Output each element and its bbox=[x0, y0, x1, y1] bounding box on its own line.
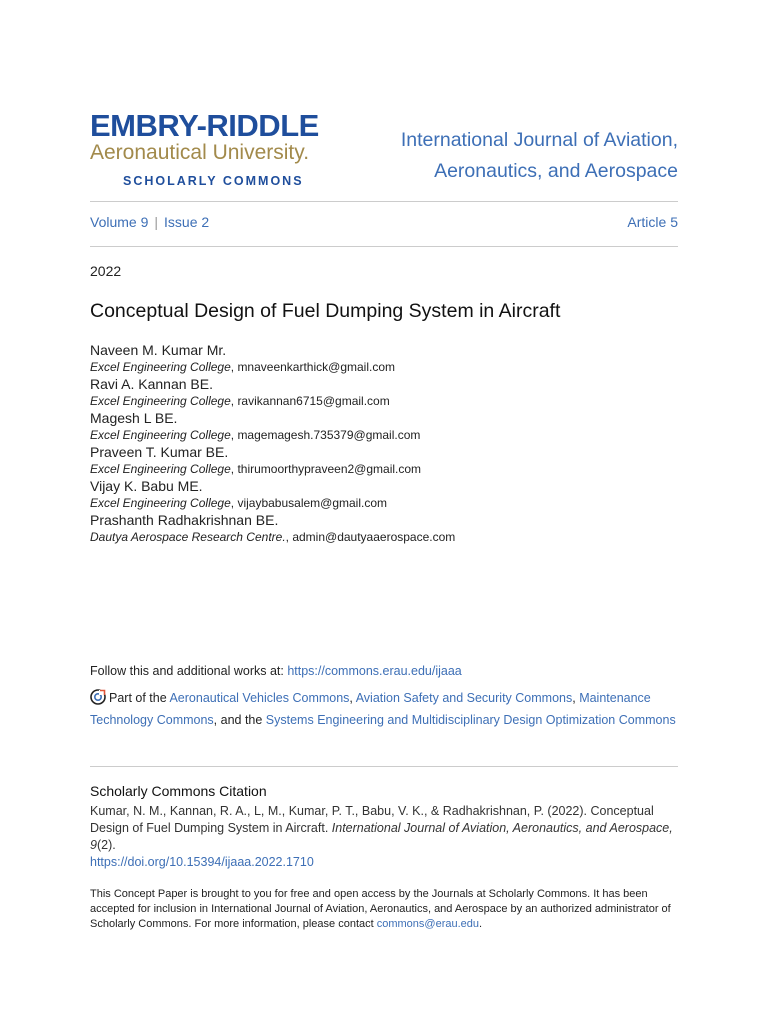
author-institution: Excel Engineering College bbox=[90, 496, 231, 510]
issue-link[interactable]: Issue 2 bbox=[164, 214, 210, 230]
part-of-and-the: , and the bbox=[213, 712, 266, 727]
follow-line bbox=[90, 664, 462, 678]
author-entry bbox=[90, 478, 678, 512]
author-affiliation: Excel Engineering College, magemagesh.735379@gmail.com bbox=[90, 428, 421, 442]
author-affiliation: Excel Engineering College, thirumoorthypraveen2@gmail.com bbox=[90, 462, 422, 476]
divider bbox=[90, 766, 678, 767]
author-affiliation: Dautya Aerospace Research Centre., admin@dautyaaerospace.com bbox=[90, 530, 456, 544]
publication-year: 2022 bbox=[90, 263, 122, 279]
follow-text: Follow this and additional works at: bbox=[90, 664, 288, 678]
systems-engineering-commons-link[interactable]: Systems Engineering and Multidisciplinary Design Optimization Commons bbox=[265, 712, 676, 727]
maintenance-technology-commons-link[interactable]: Maintenance Technology Commons bbox=[90, 691, 651, 727]
author-entry bbox=[90, 512, 678, 546]
article-link[interactable]: Article 5 bbox=[627, 214, 678, 230]
follow-link[interactable]: https://commons.erau.edu/ijaaa bbox=[287, 664, 462, 678]
citation-issue: (2). bbox=[96, 838, 116, 852]
author-institution: Dautya Aerospace Research Centre. bbox=[90, 530, 286, 544]
author-email: mnaveenkarthick@gmail.com bbox=[237, 360, 396, 374]
journal-title-line2: Aeronautics, and Aerospace bbox=[434, 160, 678, 182]
author-entry bbox=[90, 342, 678, 376]
citation-heading: Scholarly Commons Citation bbox=[90, 783, 267, 799]
creative-commons-icon bbox=[90, 689, 106, 705]
doi-link[interactable]: https://doi.org/10.15394/ijaaa.2022.1710 bbox=[90, 855, 314, 869]
access-statement bbox=[90, 887, 678, 932]
citation-plain: Kumar, N. M., Kannan, R. A., L, M., Kumar, P. T., Babu, V. K., & Radhakrishnan, P. (2022). Conceptual Design of Fuel Dumping System in Aircraft. bbox=[90, 804, 654, 835]
author-institution: Excel Engineering College bbox=[90, 428, 231, 442]
author-email: magemagesh.735379@gmail.com bbox=[237, 428, 421, 442]
issue-row bbox=[90, 214, 678, 230]
author-email: admin@dautyaaerospace.com bbox=[292, 530, 456, 544]
author-affiliation: Excel Engineering College, ravikannan6715@gmail.com bbox=[90, 394, 390, 408]
embry-riddle-logo[interactable] bbox=[90, 108, 365, 188]
header bbox=[90, 108, 678, 192]
author-institution: Excel Engineering College bbox=[90, 394, 231, 408]
logo-subtitle: Aeronautical University. bbox=[90, 141, 310, 164]
logo-wordmark: EMBRY-RIDDLE bbox=[90, 108, 319, 143]
citation-journal: International Journal of Aviation, Aeronautics, and Aerospace, 9 bbox=[90, 821, 673, 852]
author-name: Vijay K. Babu ME. bbox=[90, 478, 203, 494]
access-statement-text: This Concept Paper is brought to you for free and open access by the Journals at Scholarly Commons. It has been accepted for inclusion in International Journal of Aviation, Aeronautics, and Aerospace by an authorized administrator of Scholarly Commons. For more information, please contact bbox=[90, 888, 671, 930]
disciplines-section: Part of the Aeronautical Vehicles Commons, Aviation Safety and Security Commons, Maintenance Technology Commons, and the Systems Engineering and Multidisciplinary Design Optimization Commons bbox=[90, 691, 676, 727]
part-of-prefix: Part of the bbox=[109, 691, 170, 705]
author-entry bbox=[90, 444, 678, 478]
author-institution: Excel Engineering College bbox=[90, 360, 231, 374]
journal-title-link[interactable] bbox=[358, 125, 678, 187]
author-affiliation: Excel Engineering College, vijaybabusalem@gmail.com bbox=[90, 496, 388, 510]
author-name: Prashanth Radhakrishnan BE. bbox=[90, 512, 279, 528]
author-email: ravikannan6715@gmail.com bbox=[237, 394, 390, 408]
author-name: Magesh L BE. bbox=[90, 410, 178, 426]
author-name: Ravi A. Kannan BE. bbox=[90, 376, 213, 392]
contact-email-link[interactable]: commons@erau.edu bbox=[376, 918, 480, 930]
author-institution: Excel Engineering College bbox=[90, 462, 231, 476]
divider bbox=[90, 201, 678, 202]
author-entry bbox=[90, 410, 678, 444]
citation-text bbox=[90, 803, 678, 871]
logo-scholarly-commons: SCHOLARLY COMMONS bbox=[123, 174, 304, 188]
divider bbox=[90, 246, 678, 247]
author-name: Naveen M. Kumar Mr. bbox=[90, 342, 227, 358]
author-email: thirumoorthypraveen2@gmail.com bbox=[237, 462, 422, 476]
access-statement-end: . bbox=[479, 918, 483, 930]
author-name: Praveen T. Kumar BE. bbox=[90, 444, 229, 460]
volume-link[interactable]: Volume 9 bbox=[90, 214, 149, 230]
journal-title-line1: International Journal of Aviation, bbox=[400, 129, 678, 151]
aeronautical-vehicles-commons-link[interactable]: Aeronautical Vehicles Commons bbox=[169, 691, 350, 705]
author-affiliation: Excel Engineering College, mnaveenkarthick@gmail.com bbox=[90, 360, 396, 374]
author-entry bbox=[90, 376, 678, 410]
author-email: vijaybabusalem@gmail.com bbox=[237, 496, 388, 510]
paper-title: Conceptual Design of Fuel Dumping System in Aircraft bbox=[90, 300, 561, 322]
aviation-safety-commons-link[interactable]: Aviation Safety and Security Commons bbox=[355, 691, 573, 705]
issue-separator: | bbox=[154, 214, 159, 230]
author-list bbox=[90, 342, 678, 546]
